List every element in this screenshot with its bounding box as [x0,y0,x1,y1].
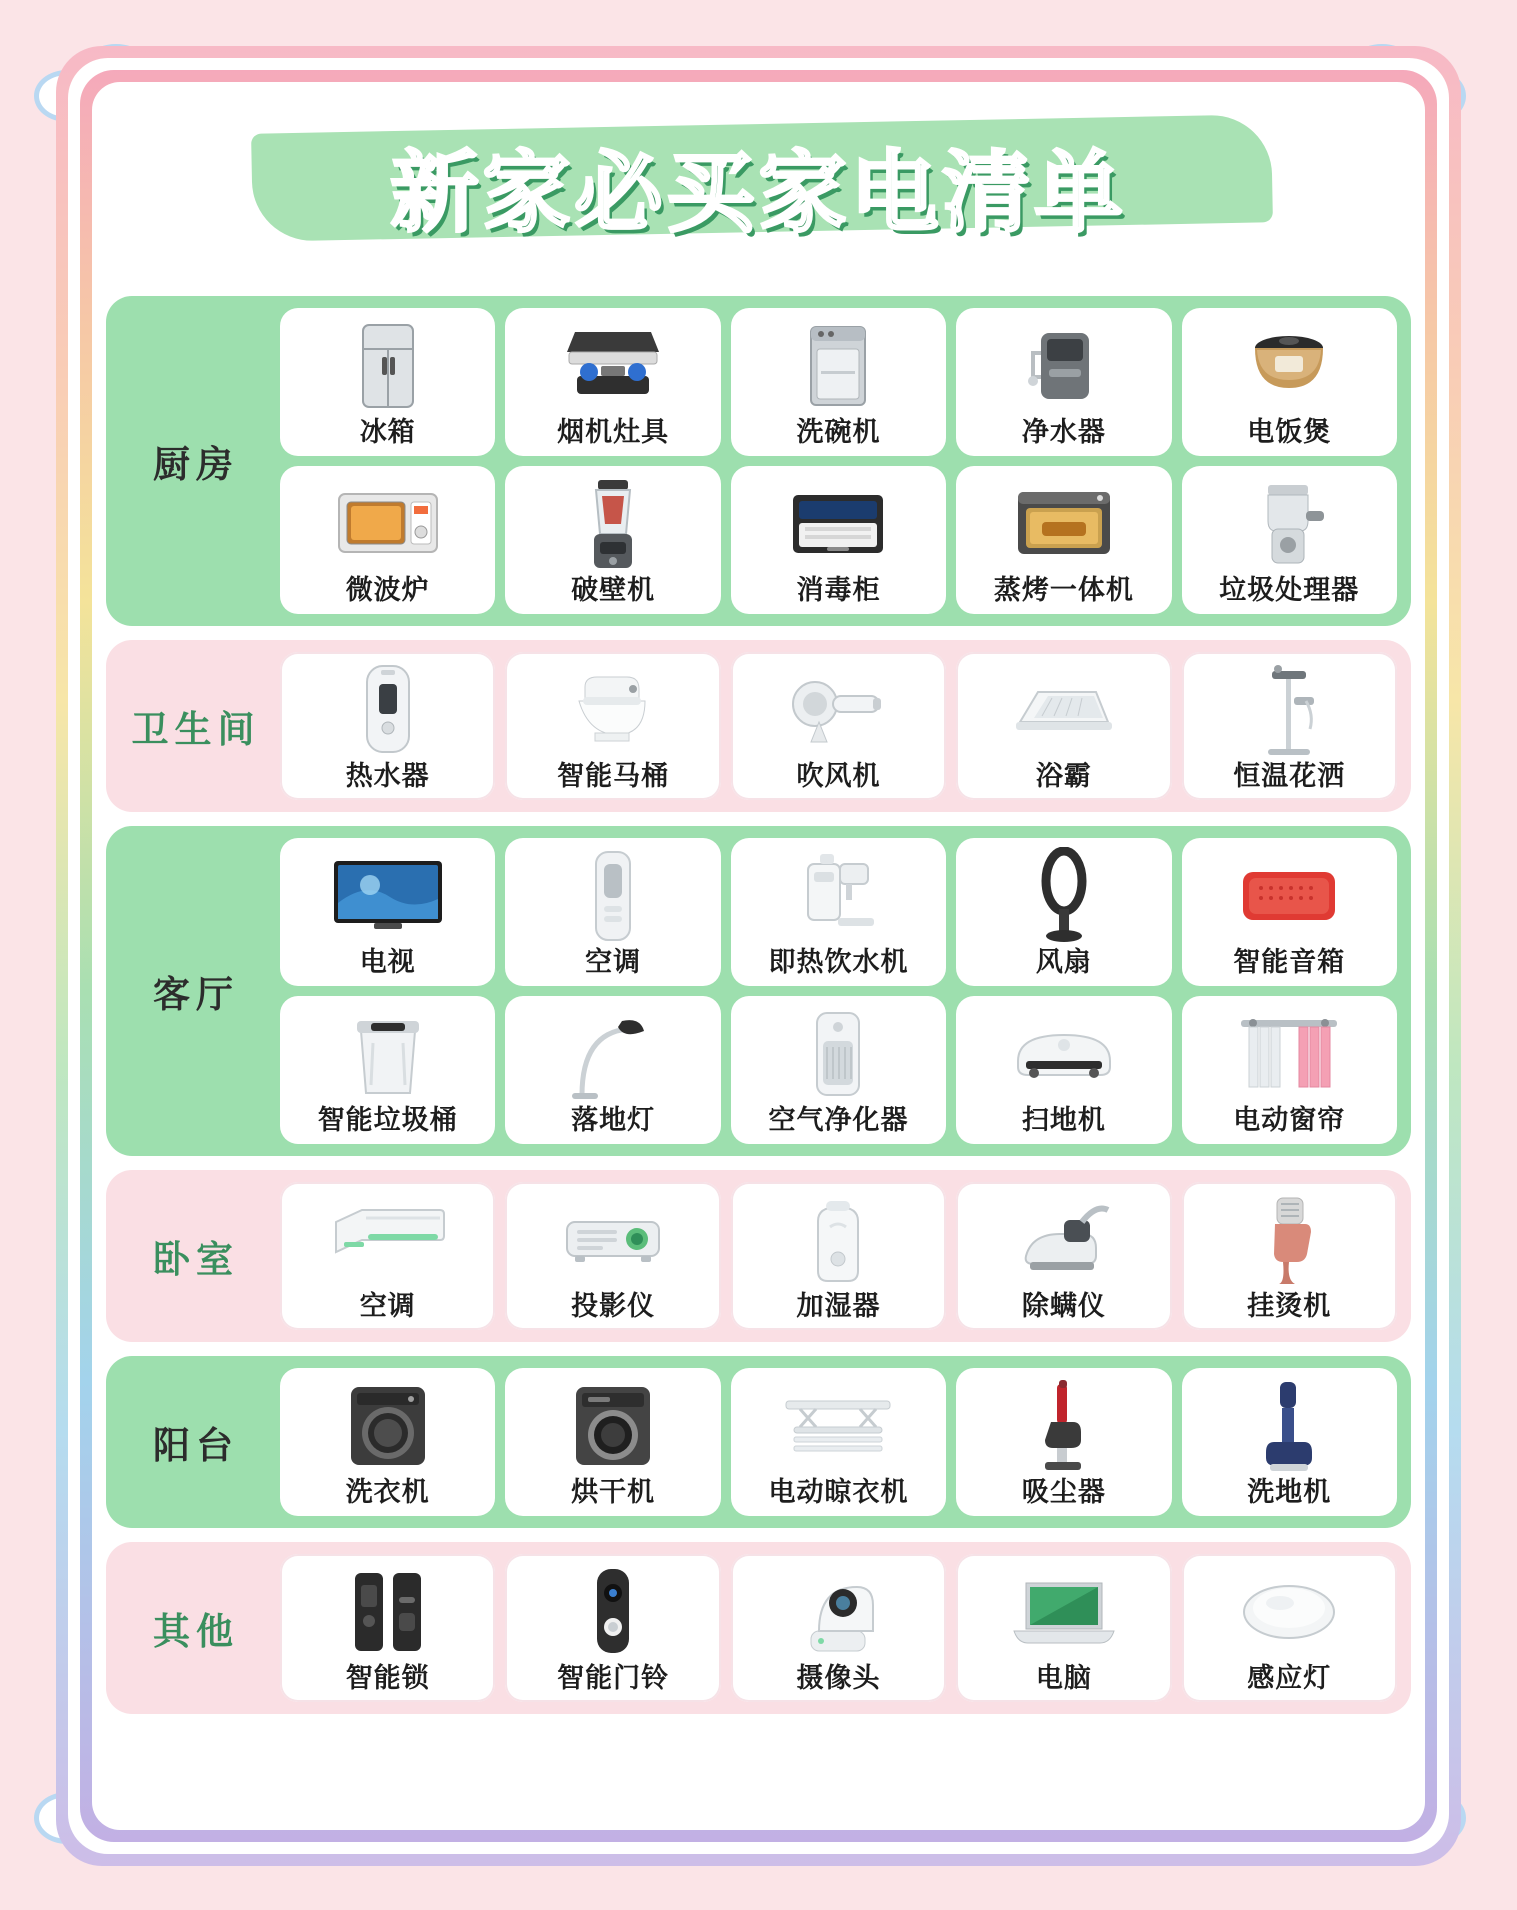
microwave-icon [284,472,491,576]
blender-icon [509,472,716,576]
appliance-card[interactable] [956,1554,1171,1702]
appliance-card[interactable] [1182,996,1397,1144]
appliance-label: 洗衣机 [345,1477,430,1509]
appliance-card[interactable] [731,652,946,800]
appliance-card[interactable] [1182,466,1397,614]
appliance-label: 空气净化器 [768,1105,909,1137]
smart-speaker-icon [1186,844,1393,948]
page-title-area [92,106,1425,266]
appliance-card[interactable] [731,996,946,1144]
garbage-disposal-icon [1186,472,1393,576]
laptop-icon [960,1560,1167,1664]
appliance-label: 挂烫机 [1247,1291,1332,1323]
appliance-label: 智能门铃 [557,1663,670,1695]
range-hood-icon [509,314,716,418]
appliance-label: 智能音箱 [1233,947,1346,979]
appliance-card[interactable] [280,838,495,986]
section-卧室 [106,1170,1411,1342]
appliance-card[interactable] [956,838,1171,986]
appliance-card[interactable] [1182,652,1397,800]
appliance-label: 空调 [585,947,642,979]
appliance-label: 感应灯 [1247,1663,1332,1695]
smart-lock-icon [284,1560,491,1664]
appliance-card[interactable] [956,652,1171,800]
television-icon [284,844,491,948]
appliance-label: 电视 [359,947,416,979]
appliance-label: 投影仪 [571,1291,656,1323]
appliance-label: 浴霸 [1035,761,1092,793]
smart-doorbell-icon [509,1560,716,1664]
appliance-label: 智能锁 [345,1663,430,1695]
bladeless-fan-icon [960,844,1167,948]
appliance-card[interactable] [1182,308,1397,456]
dishwasher-icon [735,314,942,418]
section-厨房 [106,296,1411,626]
appliance-label: 智能垃圾桶 [317,1105,458,1137]
sensor-light-icon [1186,1560,1393,1664]
appliance-card[interactable] [731,838,946,986]
appliance-label: 吹风机 [796,761,881,793]
page-title: 新家必买家电清单 [390,141,1127,244]
appliance-label: 除螨仪 [1021,1291,1106,1323]
mite-remover-icon [960,1188,1167,1292]
appliance-card[interactable] [1182,838,1397,986]
appliance-card[interactable] [956,996,1171,1144]
appliance-card[interactable] [956,1182,1171,1330]
air-purifier-icon [735,1002,942,1106]
electric-clothes-rack-icon [735,1374,942,1478]
appliance-label: 风扇 [1035,947,1092,979]
appliance-card[interactable] [956,466,1171,614]
water-heater-icon [284,658,491,762]
smart-toilet-icon [509,658,716,762]
appliance-label: 恒温花洒 [1233,761,1346,793]
section-其他 [106,1542,1411,1714]
floor-washer-icon [1186,1374,1393,1478]
section-list [106,296,1411,1728]
appliance-card[interactable] [505,996,720,1144]
robot-vacuum-icon [960,1002,1167,1106]
camera-icon [735,1560,942,1664]
appliance-card[interactable] [1182,1182,1397,1330]
electric-curtain-icon [1186,1002,1393,1106]
section-title: 卫生间 [131,708,261,751]
section-title: 客厅 [153,973,239,1016]
appliance-card[interactable] [505,838,720,986]
steam-oven-icon [960,472,1167,576]
appliance-label: 洗碗机 [796,417,881,449]
bath-heater-icon [960,658,1167,762]
section-卫生间 [106,640,1411,812]
dryer-icon [509,1374,716,1478]
appliance-card[interactable] [280,1554,495,1702]
appliance-card[interactable] [956,1368,1171,1516]
appliance-label: 破壁机 [571,575,656,607]
appliance-label: 消毒柜 [796,575,881,607]
appliance-label: 电饭煲 [1247,417,1332,449]
appliance-card[interactable] [280,996,495,1144]
appliance-card[interactable] [505,1554,720,1702]
appliance-card[interactable] [956,308,1171,456]
appliance-grid [280,838,1397,1144]
washing-machine-icon [284,1374,491,1478]
appliance-card[interactable] [280,466,495,614]
appliance-grid [280,652,1397,800]
wall-air-conditioner-icon [284,1188,491,1292]
vacuum-cleaner-icon [960,1374,1167,1478]
projector-icon [509,1188,716,1292]
appliance-label: 烟机灶具 [557,417,670,449]
section-阳台 [106,1356,1411,1528]
appliance-card[interactable] [1182,1368,1397,1516]
appliance-card[interactable] [731,1554,946,1702]
section-title: 阳台 [153,1424,239,1467]
appliance-card[interactable] [505,1182,720,1330]
appliance-card[interactable] [280,1368,495,1516]
appliance-label: 吸尘器 [1021,1477,1106,1509]
appliance-label: 烘干机 [571,1477,656,1509]
shower-icon [1186,658,1393,762]
appliance-card[interactable] [505,466,720,614]
garment-steamer-icon [1186,1188,1393,1292]
appliance-card[interactable] [280,1182,495,1330]
appliance-label: 即热饮水机 [768,947,909,979]
appliance-label: 蒸烤一体机 [993,575,1134,607]
refrigerator-icon [284,314,491,418]
appliance-label: 落地灯 [571,1105,656,1137]
section-title: 其他 [153,1610,239,1653]
smart-trash-can-icon [284,1002,491,1106]
water-purifier-icon [960,314,1167,418]
appliance-card[interactable] [280,652,495,800]
appliance-label: 扫地机 [1021,1105,1106,1137]
hair-dryer-icon [735,658,942,762]
sterilizer-cabinet-icon [735,472,942,576]
instant-water-dispenser-icon [735,844,942,948]
appliance-label: 净水器 [1021,417,1106,449]
floor-air-conditioner-icon [509,844,716,948]
appliance-grid [280,1182,1397,1330]
appliance-card[interactable] [731,1368,946,1516]
appliance-card[interactable] [731,466,946,614]
appliance-card[interactable] [280,308,495,456]
appliance-label: 空调 [359,1291,416,1323]
appliance-card[interactable] [505,308,720,456]
rice-cooker-icon [1186,314,1393,418]
appliance-card[interactable] [731,1182,946,1330]
appliance-label: 智能马桶 [557,761,670,793]
appliance-label: 摄像头 [796,1663,881,1695]
humidifier-icon [735,1188,942,1292]
appliance-label: 热水器 [345,761,430,793]
appliance-grid [280,1368,1397,1516]
appliance-card[interactable] [1182,1554,1397,1702]
appliance-label: 冰箱 [359,417,416,449]
section-title: 卧室 [153,1238,239,1281]
appliance-grid [280,308,1397,614]
appliance-label: 加湿器 [796,1291,881,1323]
section-客厅 [106,826,1411,1156]
appliance-label: 洗地机 [1247,1477,1332,1509]
appliance-label: 微波炉 [345,575,430,607]
appliance-label: 电动晾衣机 [768,1477,909,1509]
appliance-card[interactable] [731,308,946,456]
appliance-card[interactable] [505,652,720,800]
appliance-grid [280,1554,1397,1702]
appliance-label: 垃圾处理器 [1219,575,1360,607]
appliance-label: 电脑 [1035,1663,1092,1695]
appliance-label: 电动窗帘 [1233,1105,1346,1137]
floor-lamp-icon [509,1002,716,1106]
appliance-card[interactable] [505,1368,720,1516]
section-title: 厨房 [153,443,239,486]
